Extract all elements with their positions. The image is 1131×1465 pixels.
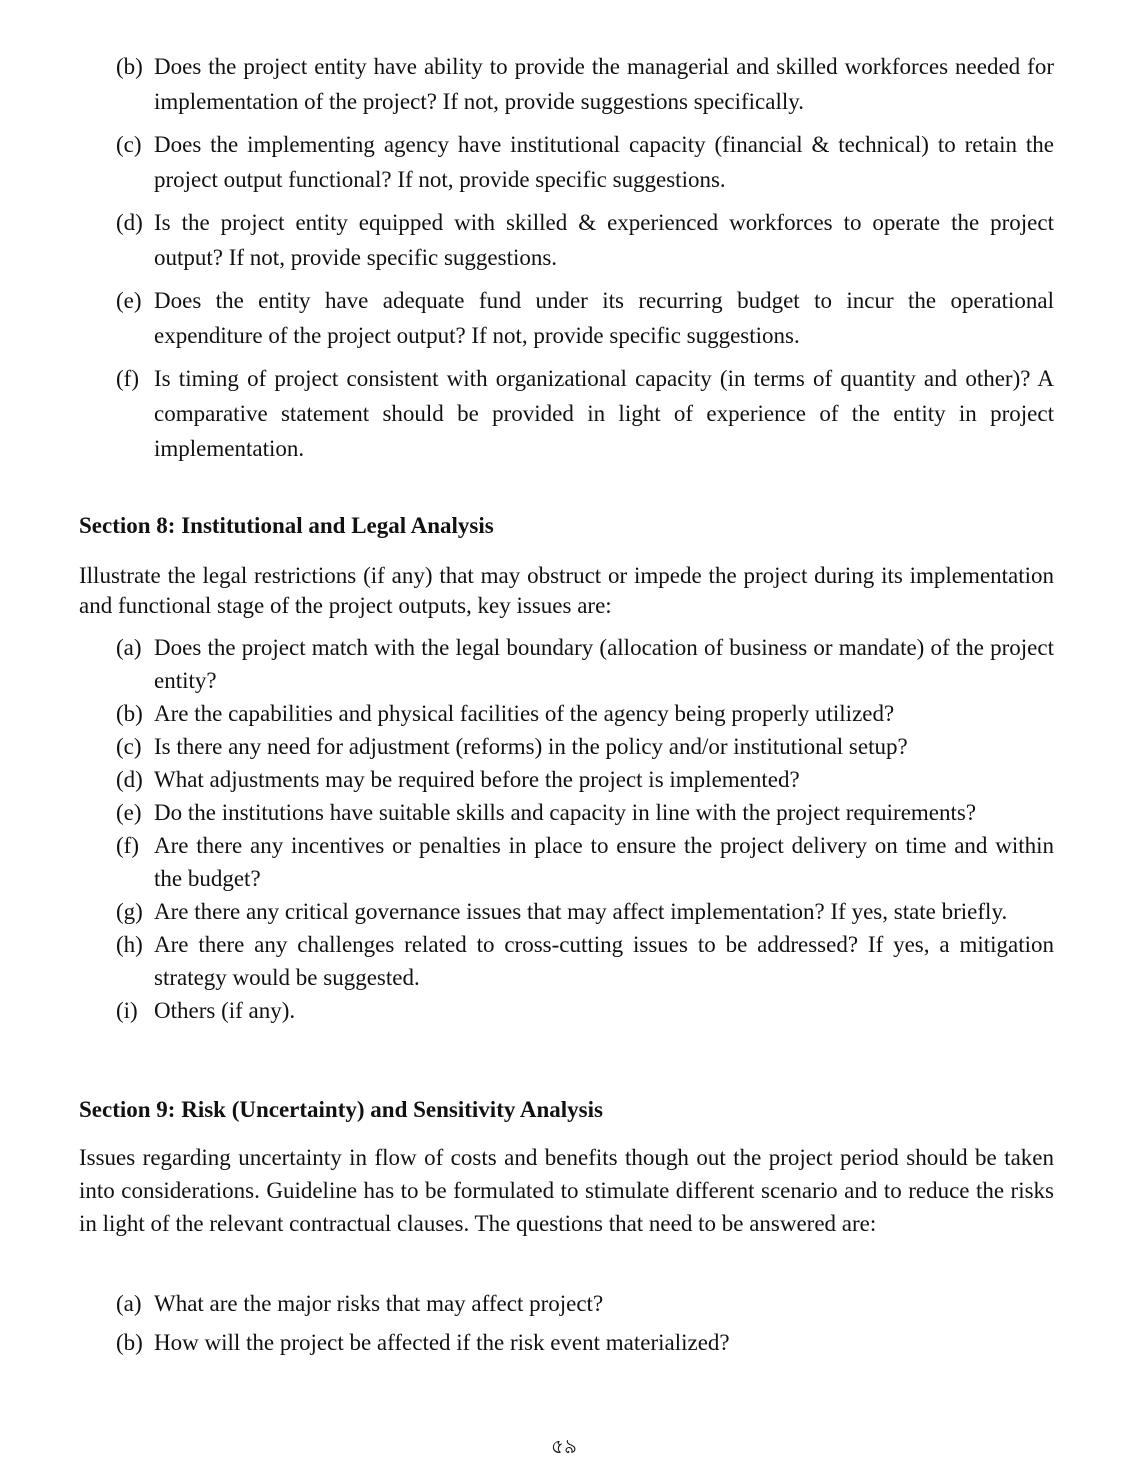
- item-label: (b): [116, 701, 143, 726]
- list-item: [116, 730, 1054, 763]
- item-text: Does the project match with the legal boundary (allocation of business or mandate) of the project entity?: [154, 635, 1054, 693]
- item-text: Others (if any).: [154, 998, 296, 1023]
- item-text: What adjustments may be required before the project is implemented?: [154, 767, 800, 792]
- list-item: [116, 1325, 1054, 1360]
- list-item: [116, 205, 1054, 275]
- item-label: (d): [116, 767, 143, 792]
- item-label: (a): [116, 1291, 142, 1316]
- item-label: (b): [116, 54, 143, 79]
- item-label: (f): [116, 366, 139, 391]
- list-item: [116, 697, 1054, 730]
- section-9-heading: Section 9: Risk (Uncertainty) and Sensitivity Analysis: [79, 1097, 603, 1122]
- item-text: Are there any challenges related to cross-cutting issues to be addressed? If yes, a mitigation strategy would be suggested.: [154, 932, 1054, 990]
- section-8-heading: Section 8: Institutional and Legal Analysis: [79, 513, 494, 538]
- list-item: [116, 361, 1054, 466]
- item-label: (c): [116, 132, 142, 157]
- section-9-questions-list: [116, 1286, 1054, 1368]
- list-item: [116, 1286, 1054, 1321]
- item-label: (e): [116, 288, 142, 313]
- item-label: (g): [116, 899, 143, 924]
- list-item: [116, 763, 1054, 796]
- list-item: [116, 796, 1054, 829]
- section-9-intro: Issues regarding uncertainty in flow of costs and benefits though out the project period should be taken into considerations. Guideline has to be formulated to stimulate different scenario and to reduce the risks in light of the relevant contractual clauses. The questions that need to be answered are:: [79, 1145, 1054, 1236]
- list-item: [116, 895, 1054, 928]
- item-label: (i): [116, 998, 138, 1023]
- section-8-questions-list: [116, 631, 1054, 1027]
- item-text: What are the major risks that may affect project?: [154, 1291, 604, 1316]
- item-label: (a): [116, 635, 142, 660]
- list-item: [116, 631, 1054, 697]
- item-text: Are the capabilities and physical facilities of the agency being properly utilized?: [154, 701, 895, 726]
- item-text: Is there any need for adjustment (reforms) in the policy and/or institutional setup?: [154, 734, 908, 759]
- list-item: [116, 49, 1054, 119]
- item-label: (d): [116, 210, 143, 235]
- item-text: Does the implementing agency have institutional capacity (financial & technical) to retain the project output functional? If not, provide specific suggestions.: [154, 132, 1054, 192]
- item-text: Do the institutions have suitable skills and capacity in line with the project requirements?: [154, 800, 977, 825]
- list-item: [116, 994, 1054, 1027]
- item-text: Is timing of project consistent with organizational capacity (in terms of quantity and other)? A comparative statement should be provided in light of experience of the entity in project implementation.: [154, 366, 1054, 461]
- item-label: (b): [116, 1330, 143, 1355]
- item-text: Does the entity have adequate fund under its recurring budget to incur the operational expenditure of the project output? If not, provide specific suggestions.: [154, 288, 1054, 348]
- item-text: Does the project entity have ability to provide the managerial and skilled workforces needed for implementation of the project? If not, provide suggestions specifically.: [154, 54, 1054, 114]
- section-8-intro: Illustrate the legal restrictions (if any) that may obstruct or impede the project during its implementation and functional stage of the project outputs, key issues are:: [79, 563, 1054, 618]
- item-text: Is the project entity equipped with skilled & experienced workforces to operate the project output? If not, provide specific suggestions.: [154, 210, 1054, 270]
- item-label: (c): [116, 734, 142, 759]
- list-item: [116, 127, 1054, 197]
- list-item: [116, 283, 1054, 353]
- item-text: Are there any incentives or penalties in place to ensure the project delivery on time and within the budget?: [154, 833, 1054, 891]
- page-number: ৫৯: [551, 1434, 577, 1458]
- item-label: (f): [116, 833, 139, 858]
- item-text: Are there any critical governance issues that may affect implementation? If yes, state briefly.: [154, 899, 1008, 924]
- capacity-questions-list: [116, 49, 1054, 474]
- list-item: [116, 928, 1054, 994]
- list-item: [116, 829, 1054, 895]
- item-label: (e): [116, 800, 142, 825]
- item-text: How will the project be affected if the risk event materialized?: [154, 1330, 730, 1355]
- item-label: (h): [116, 932, 143, 957]
